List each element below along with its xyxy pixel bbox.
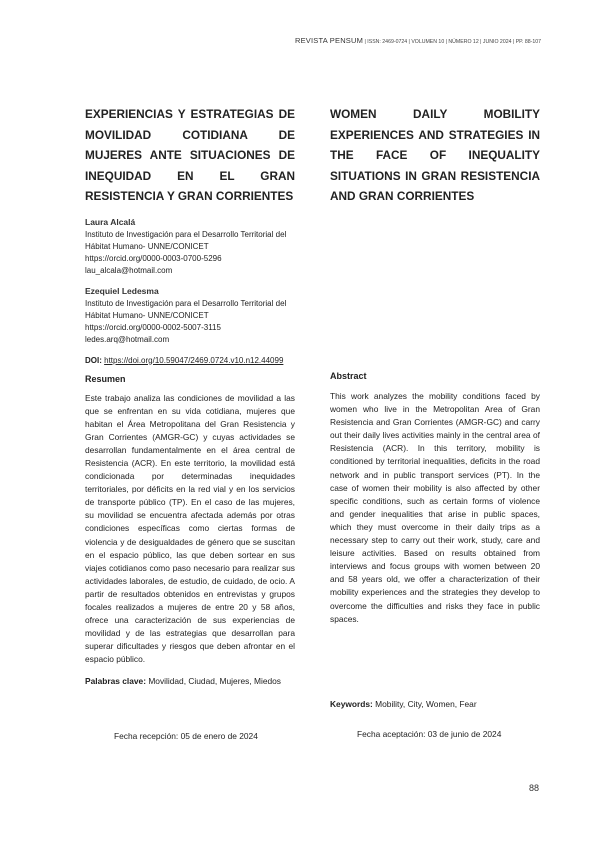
resumen-heading: Resumen [85, 373, 126, 384]
keywords-en-label: Keywords: [330, 699, 373, 709]
keywords-es-values: Movilidad, Ciudad, Mujeres, Miedos [146, 675, 281, 686]
author-affiliation: Hábitat Humano- UNNE/CONICET [85, 241, 209, 251]
abstract-heading: Abstract [330, 371, 367, 381]
journal-name: REVISTA PENSUM [294, 36, 364, 45]
author-email[interactable]: ledes.arq@hotmail.com [85, 335, 170, 345]
author-orcid[interactable]: https://orcid.org/0000-0003-0700-5296 [85, 254, 222, 264]
spanish-title: EXPERIENCIAS Y ESTRATEGIAS DE MOVILIDAD COTIDIANA DE MUJERES ANTE SITUACIONES DE INEQUIDAD EN EL GRAN RESISTENCIA Y GRAN CORRIENTES [85, 107, 295, 203]
doi-link[interactable]: https://doi.org/10.59047/2469.0724.v10.n12.44099 [104, 355, 284, 365]
resumen-text: Este trabajo analiza las condiciones de movilidad a las que se enfrentan en su vida cotidiana, mujeres que habitan el Área Metropolitana del Gran Resistencia y Gran Corrientes (AMGR-GC) y cuyas actividades se desarrollan fundamentalmente en el área central de Resistencia (ACR). En este territorio, la movilidad está condicionada por determinadas inequidades territoriales, por déficits en la red vial y en los servicios de transporte público (TP). En el caso de las mujeres, su movilidad se encuentra afectada además por otras condiciones específicas como ciertas formas de violencia y de desigualdades de género que se suscitan en el espacio público, las que deben sortear en sus viajes cotidianos como paso necesario para realizar sus actividades laborales, de estudio, de cuidado, de ocio. A partir de resultados obtenidos en entrevistas y grupos focales realizados a mujeres de entre 20 y 58 años, ofrece una caracterización de sus experiencias de movilidad y de las estrategias que desarrollan para superar dificultades y riesgos que deben afrontar en el espacio público. [85, 392, 295, 665]
accepted-date: Fecha aceptación: 03 de junio de 2024 [357, 729, 502, 739]
keywords-es-label: Palabras clave: [85, 675, 146, 686]
author-affiliation: Hábitat Humano- UNNE/CONICET [85, 310, 209, 320]
author-email[interactable]: lau_alcala@hotmail.com [85, 266, 173, 276]
keywords-en [330, 699, 477, 709]
author-name: Ezequiel Ledesma [85, 285, 159, 296]
author-orcid[interactable]: https://orcid.org/0000-0002-5007-3115 [85, 323, 221, 333]
journal-meta: | ISSN: 2469-0724 | VOLUMEN 10 | NÚMERO 12 | JUNIO 2024 | PP. 88-107 [363, 39, 541, 45]
right-column [330, 104, 540, 207]
doi-label: DOI: [85, 355, 102, 365]
keywords-en-values: Mobility, City, Women, Fear [372, 699, 477, 709]
left-column [85, 104, 295, 688]
author-name: Laura Alcalá [85, 216, 136, 227]
abstract-text: This work analyzes the mobility conditions faced by women who live in the Metropolitan Area of Gran Resistencia and Gran Corrientes (AMGR-GC) and carry out their daily lives activities mainly in the central area of Resistencia (ACR). In this territory, mobility is conditioned by territorial inequalities, deficits in the road network and in public transport services (PT). In the case of women their mobility is also affected by other specific conditions, such as certain forms of violence and gender inequalities that arise in public spaces, which they must overcome in their daily trips as a necessary step to carry out their work, study, care and leisure activities. Based on results obtained from interviews and focus groups with women between 20 and 58 years old, we offer a characterization of their mobility experiences and the strategies they develop to overcome the difficulties and risks they face in public spaces. [330, 391, 540, 624]
page-number: 88 [528, 783, 539, 793]
english-title: WOMEN DAILY MOBILITY EXPERIENCES AND STRATEGIES IN THE FACE OF INEQUALITY SITUATIONS IN GRAN RESISTENCIA AND GRAN CORRIENTES [330, 107, 540, 203]
running-header [295, 36, 541, 45]
author-block [85, 285, 295, 347]
keywords-es [85, 675, 295, 688]
doi-line [85, 356, 295, 365]
author-affiliation: Instituto de Investigación para el Desarrollo Territorial del [85, 229, 287, 239]
author-block [85, 216, 295, 278]
author-affiliation: Instituto de Investigación para el Desarrollo Territorial del [85, 298, 287, 308]
received-date: Fecha recepción: 05 de enero de 2024 [114, 731, 258, 741]
